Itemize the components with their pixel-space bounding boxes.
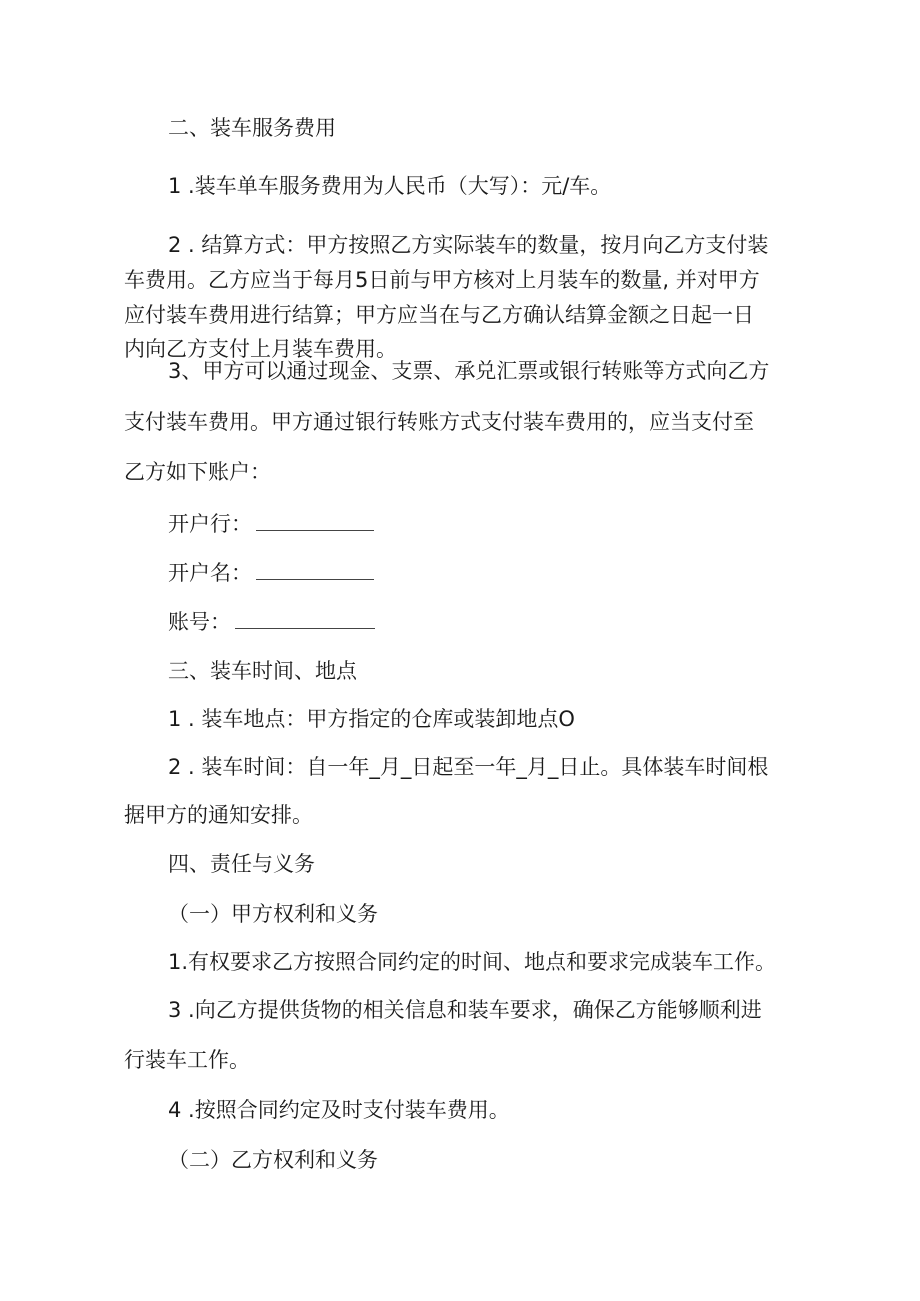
section-4-item-4: 4 .按照合同约定及时支付装车费用。 [168,1098,510,1122]
account-name-field [168,561,374,586]
account-name-label: 开户名： [168,561,252,585]
account-number-label: 账号： [168,610,231,634]
section-2-heading: 二、装车服务费用 [168,116,336,140]
section-2-item-2-line-4: 内向乙方支付上月装车费用。 [124,337,397,361]
section-3-item-2-line-2: 据甲方的通知安排。 [124,803,313,827]
account-number-blank[interactable] [235,627,375,629]
bank-blank[interactable] [256,529,374,531]
section-4-subheading-1: （一）甲方权利和义务 [168,902,378,926]
section-3-heading: 三、装车时间、地点 [168,659,357,683]
bank-label: 开户行： [168,512,252,536]
section-3-item-2-line-1: 2 . 装车时间：自一年_月_日起至一年_月_日止。具体装车时间根 [168,755,769,779]
account-number-field [168,610,375,635]
section-2-item-3-line-2: 支付装车费用。甲方通过银行转账方式支付装车费用的，应当支付至 [124,410,754,434]
section-3-item-1: 1 . 装车地点：甲方指定的仓库或装卸地点O [168,707,575,731]
section-4-item-3-line-2: 行装车工作。 [124,1048,250,1072]
section-2-item-2-line-1: 2 . 结算方式：甲方按照乙方实际装车的数量，按月向乙方支付装 [168,233,769,257]
section-2-item-2-line-2: 车费用。乙方应当于每月5日前与甲方核对上月装车的数量, 并对甲方 [124,268,760,292]
section-4-item-3-line-1: 3 .向乙方提供货物的相关信息和装车要求，确保乙方能够顺利进 [168,998,762,1022]
section-2-item-3-line-1: 3、甲方可以通过现金、支票、承兑汇票或银行转账等方式向乙方 [168,359,770,383]
section-2-item-1: 1 .装车单车服务费用为人民币（大写）：元/车。 [168,174,612,198]
section-4-subheading-2: （二）乙方权利和义务 [168,1148,378,1172]
section-4-heading: 四、责任与义务 [168,852,315,876]
bank-field [168,512,374,537]
section-2-item-2-line-3: 应付装车费用进行结算；甲方应当在与乙方确认结算金额之日起一日 [124,303,754,327]
section-2-item-3-line-3: 乙方如下账户： [124,460,271,484]
account-name-blank[interactable] [256,578,374,580]
section-4-item-1: 1.有权要求乙方按照合同约定的时间、地点和要求完成装车工作。 [168,950,777,974]
